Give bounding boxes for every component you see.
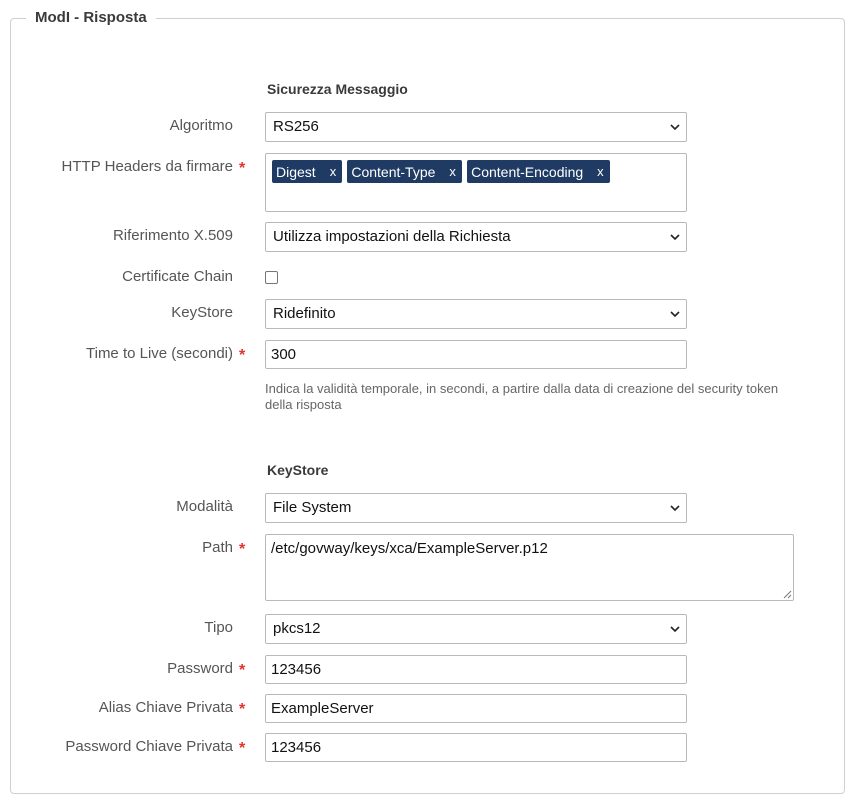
key-password-input[interactable]: 123456 bbox=[265, 733, 687, 762]
section-title-keystore: KeyStore bbox=[267, 462, 329, 478]
riferimento-label: Riferimento X.509 bbox=[112, 227, 233, 244]
section-title-security: Sicurezza Messaggio bbox=[267, 81, 408, 97]
fieldset-legend: ModI - Risposta bbox=[26, 9, 156, 26]
chevron-down-icon bbox=[670, 232, 680, 242]
required-marker: * bbox=[239, 662, 246, 679]
tag-label: Content-Type bbox=[351, 163, 436, 180]
resize-handle-icon[interactable] bbox=[783, 590, 792, 599]
required-marker: * bbox=[239, 160, 246, 177]
ttl-input[interactable]: 300 bbox=[265, 340, 687, 369]
required-marker: * bbox=[239, 541, 246, 558]
password-label: Password bbox=[167, 660, 233, 677]
required-marker: * bbox=[239, 701, 246, 718]
required-marker: * bbox=[239, 740, 246, 757]
riferimento-value: Utilizza impostazioni della Richiesta bbox=[273, 228, 511, 245]
modalita-label: Modalità bbox=[176, 498, 233, 515]
chevron-down-icon bbox=[670, 122, 680, 132]
ttl-help-text: Indica la validità temporale, in secondi, a partire dalla data di creazione del security token della risposta bbox=[265, 381, 779, 412]
riferimento-select[interactable] bbox=[265, 222, 687, 252]
tag-remove-button[interactable]: x bbox=[329, 164, 337, 179]
key-password-label: Password Chiave Privata bbox=[65, 738, 233, 755]
alias-label: Alias Chiave Privata bbox=[98, 699, 233, 716]
modalita-select[interactable] bbox=[265, 493, 687, 523]
required-marker: * bbox=[239, 347, 246, 364]
algoritmo-value: RS256 bbox=[273, 118, 319, 135]
tag-content-type bbox=[347, 160, 462, 183]
certificate-chain-label: Certificate Chain bbox=[122, 268, 233, 285]
path-label: Path bbox=[202, 539, 233, 556]
chevron-down-icon bbox=[670, 503, 680, 513]
tag-label: Content-Encoding bbox=[471, 163, 584, 180]
certificate-chain-checkbox[interactable] bbox=[265, 271, 278, 284]
headers-label: HTTP Headers da firmare bbox=[61, 158, 233, 175]
path-textarea[interactable] bbox=[265, 534, 794, 601]
keystore-select[interactable] bbox=[265, 299, 687, 329]
tag-remove-button[interactable]: x bbox=[597, 164, 604, 179]
ttl-label: Time to Live (secondi) bbox=[86, 345, 233, 362]
tag-digest bbox=[272, 160, 342, 183]
keystore-value: Ridefinito bbox=[273, 305, 336, 322]
chevron-down-icon bbox=[670, 624, 680, 634]
tipo-label: Tipo bbox=[204, 619, 233, 636]
tipo-select[interactable] bbox=[265, 614, 687, 644]
tag-label: Digest bbox=[276, 163, 316, 180]
headers-tag-input[interactable] bbox=[265, 153, 687, 212]
path-value: /etc/govway/keys/xca/ExampleServer.p12 bbox=[271, 540, 548, 557]
tag-content-encoding bbox=[467, 160, 610, 183]
algoritmo-select[interactable] bbox=[265, 112, 687, 142]
keystore-select-label: KeyStore bbox=[171, 304, 233, 321]
modalita-value: File System bbox=[273, 499, 352, 516]
algoritmo-label: Algoritmo bbox=[169, 117, 233, 134]
password-input[interactable]: 123456 bbox=[265, 655, 687, 684]
tag-remove-button[interactable]: x bbox=[449, 164, 456, 179]
tipo-value: pkcs12 bbox=[273, 620, 321, 637]
alias-input[interactable]: ExampleServer bbox=[265, 694, 687, 723]
chevron-down-icon bbox=[670, 309, 680, 319]
